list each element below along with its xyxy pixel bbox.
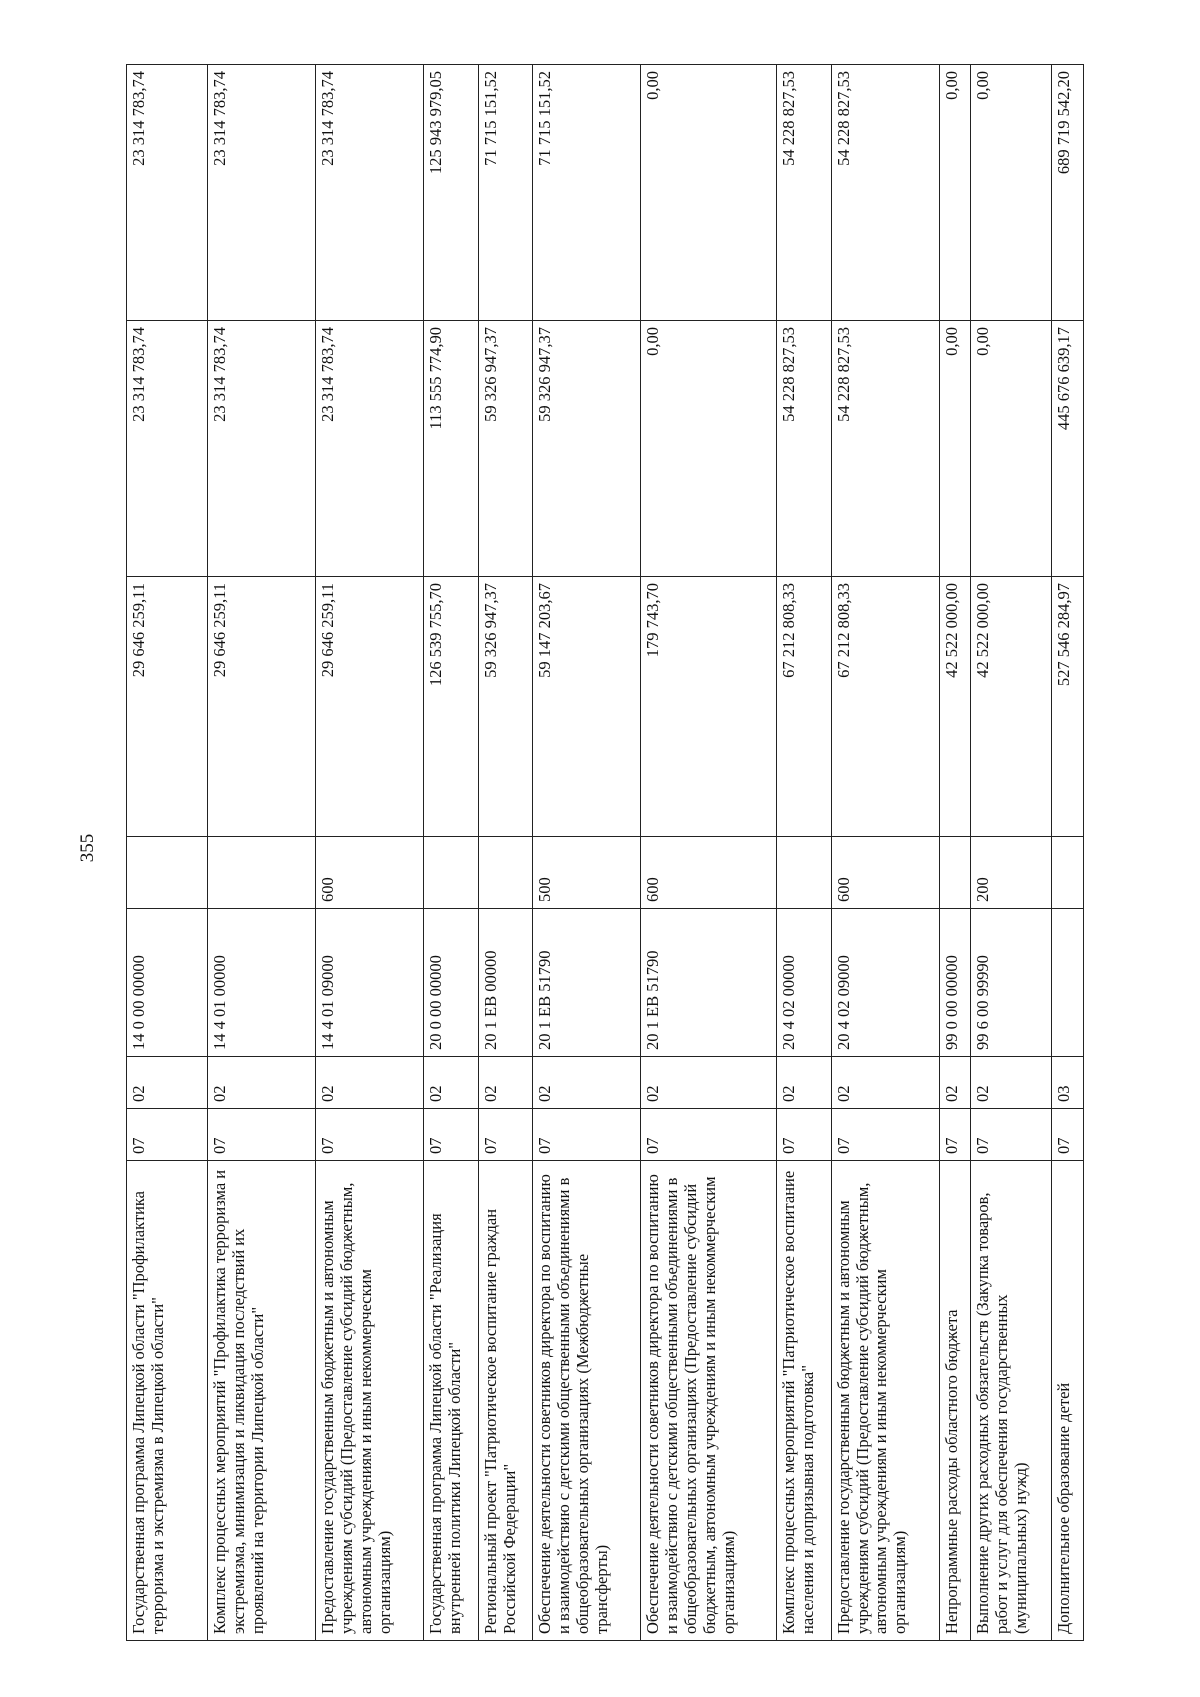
cell-expense-type [1052, 837, 1084, 909]
cell-subsection: 02 [533, 1057, 641, 1109]
cell-target-code: 20 1 ЕВ 51790 [533, 909, 641, 1057]
cell-sum-3: 0,00 [939, 65, 971, 321]
cell-expense-type [478, 837, 533, 909]
cell-name: Выполнение других расходных обязательств (Закупка товаров, работ и услуг для обеспечения государственных (муниципальных) нужд) [971, 1161, 1052, 1641]
table-row [207, 65, 315, 1641]
cell-sum-1: 59 147 203,67 [533, 577, 641, 837]
cell-sum-3: 23 314 783,74 [315, 65, 423, 321]
cell-subsection: 02 [776, 1057, 831, 1109]
cell-subsection: 02 [831, 1057, 939, 1109]
cell-section: 07 [207, 1109, 315, 1161]
cell-name: Комплекс процессных мероприятий "Профилактика терроризма и экстремизма, минимизация и ликвидация последствий их проявлений на территории Липецкой области" [207, 1161, 315, 1641]
cell-sum-2: 113 555 774,90 [424, 321, 479, 577]
cell-target-code [1052, 909, 1084, 1057]
cell-expense-type: 600 [831, 837, 939, 909]
cell-expense-type: 500 [533, 837, 641, 909]
budget-table [126, 64, 1084, 1641]
cell-section: 07 [831, 1109, 939, 1161]
cell-target-code: 20 1 ЕВ 00000 [478, 909, 533, 1057]
cell-sum-2: 23 314 783,74 [127, 321, 208, 577]
cell-subsection: 02 [424, 1057, 479, 1109]
cell-name: Обеспечение деятельности советников директора по воспитанию и взаимодействию с детскими общественными объединениями в общеобразовательных организациях (Межбюджетные трансферты) [533, 1161, 641, 1641]
cell-sum-1: 59 326 947,37 [478, 577, 533, 837]
cell-section: 07 [776, 1109, 831, 1161]
cell-expense-type: 200 [971, 837, 1052, 909]
cell-sum-1: 527 546 284,97 [1052, 577, 1084, 837]
cell-name: Государственная программа Липецкой области "Профилактика терроризма и экстремизма в Липецкой области" [127, 1161, 208, 1641]
table-row [831, 65, 939, 1641]
cell-subsection: 02 [641, 1057, 776, 1109]
cell-target-code: 20 1 ЕВ 51790 [641, 909, 776, 1057]
cell-name: Дополнительное образование детей [1052, 1161, 1084, 1641]
cell-target-code: 14 0 00 00000 [127, 909, 208, 1057]
cell-sum-3: 689 719 542,20 [1052, 65, 1084, 321]
cell-expense-type [939, 837, 971, 909]
cell-expense-type [127, 837, 208, 909]
cell-subsection: 02 [971, 1057, 1052, 1109]
cell-subsection: 03 [1052, 1057, 1084, 1109]
cell-target-code: 20 4 02 09000 [831, 909, 939, 1057]
cell-target-code: 20 0 00 00000 [424, 909, 479, 1057]
cell-target-code: 99 6 00 99990 [971, 909, 1052, 1057]
cell-sum-1: 29 646 259,11 [127, 577, 208, 837]
cell-sum-2: 59 326 947,37 [478, 321, 533, 577]
cell-sum-3: 71 715 151,52 [478, 65, 533, 321]
cell-section: 07 [478, 1109, 533, 1161]
cell-sum-3: 125 943 979,05 [424, 65, 479, 321]
table-body [127, 65, 1084, 1641]
table-row [1052, 65, 1084, 1641]
cell-subsection: 02 [939, 1057, 971, 1109]
cell-section: 07 [424, 1109, 479, 1161]
cell-sum-1: 67 212 808,33 [776, 577, 831, 837]
cell-sum-1: 179 743,70 [641, 577, 776, 837]
cell-expense-type: 600 [641, 837, 776, 909]
cell-subsection: 02 [315, 1057, 423, 1109]
cell-target-code: 20 4 02 00000 [776, 909, 831, 1057]
table-row [478, 65, 533, 1641]
cell-sum-3: 23 314 783,74 [207, 65, 315, 321]
cell-subsection: 02 [207, 1057, 315, 1109]
cell-sum-3: 54 228 827,53 [831, 65, 939, 321]
cell-sum-3: 71 715 151,52 [533, 65, 641, 321]
cell-expense-type: 600 [315, 837, 423, 909]
cell-sum-1: 29 646 259,11 [207, 577, 315, 837]
table-row [533, 65, 641, 1641]
cell-target-code: 14 4 01 00000 [207, 909, 315, 1057]
page-number: 355 [77, 833, 98, 863]
cell-name: Предоставление государственным бюджетным и автономным учреждениям субсидий (Предоставление субсидий бюджетным, автономным учреждениям и иным некоммерческим организациям) [831, 1161, 939, 1641]
cell-subsection: 02 [127, 1057, 208, 1109]
cell-subsection: 02 [478, 1057, 533, 1109]
cell-name: Государственная программа Липецкой области "Реализация внутренней политики Липецкой области" [424, 1161, 479, 1641]
cell-section: 07 [533, 1109, 641, 1161]
rotated-table-wrapper [126, 65, 1084, 1641]
cell-expense-type [776, 837, 831, 909]
cell-name: Обеспечение деятельности советников директора по воспитанию и взаимодействию с детскими общественными объединениями в общеобразовательных организациях (Предоставление субсидий бюджетным, автономным учреждениям и иным некоммерческим организациям) [641, 1161, 776, 1641]
table-row [127, 65, 208, 1641]
cell-section: 07 [971, 1109, 1052, 1161]
cell-expense-type [207, 837, 315, 909]
table-row [971, 65, 1052, 1641]
cell-sum-2: 0,00 [971, 321, 1052, 577]
cell-name: Комплекс процессных мероприятий "Патриотическое воспитание населения и допризывная подготовка" [776, 1161, 831, 1641]
cell-sum-1: 29 646 259,11 [315, 577, 423, 837]
cell-sum-1: 42 522 000,00 [971, 577, 1052, 837]
cell-name: Предоставление государственным бюджетным и автономным учреждениям субсидий (Предоставление субсидий бюджетным, автономным учреждениям и иным некоммерческим организациям) [315, 1161, 423, 1641]
cell-name: Непрограммные расходы областного бюджета [939, 1161, 971, 1641]
cell-sum-2: 23 314 783,74 [207, 321, 315, 577]
cell-section: 07 [127, 1109, 208, 1161]
cell-target-code: 99 0 00 00000 [939, 909, 971, 1057]
cell-expense-type [424, 837, 479, 909]
cell-sum-3: 54 228 827,53 [776, 65, 831, 321]
cell-sum-2: 445 676 639,17 [1052, 321, 1084, 577]
cell-sum-1: 126 539 755,70 [424, 577, 479, 837]
cell-sum-1: 67 212 808,33 [831, 577, 939, 837]
cell-section: 07 [1052, 1109, 1084, 1161]
table-row [776, 65, 831, 1641]
cell-sum-1: 42 522 000,00 [939, 577, 971, 837]
cell-sum-2: 59 326 947,37 [533, 321, 641, 577]
cell-sum-2: 0,00 [939, 321, 971, 577]
table-row [315, 65, 423, 1641]
cell-sum-3: 0,00 [971, 65, 1052, 321]
table-row [641, 65, 776, 1641]
cell-sum-3: 23 314 783,74 [127, 65, 208, 321]
cell-sum-2: 54 228 827,53 [776, 321, 831, 577]
table-row [424, 65, 479, 1641]
cell-section: 07 [315, 1109, 423, 1161]
table-row [939, 65, 971, 1641]
cell-sum-2: 0,00 [641, 321, 776, 577]
cell-sum-3: 0,00 [641, 65, 776, 321]
cell-name: Региональный проект "Патриотическое воспитание граждан Российской Федерации" [478, 1161, 533, 1641]
cell-sum-2: 54 228 827,53 [831, 321, 939, 577]
cell-target-code: 14 4 01 09000 [315, 909, 423, 1057]
cell-section: 07 [939, 1109, 971, 1161]
cell-sum-2: 23 314 783,74 [315, 321, 423, 577]
cell-section: 07 [641, 1109, 776, 1161]
